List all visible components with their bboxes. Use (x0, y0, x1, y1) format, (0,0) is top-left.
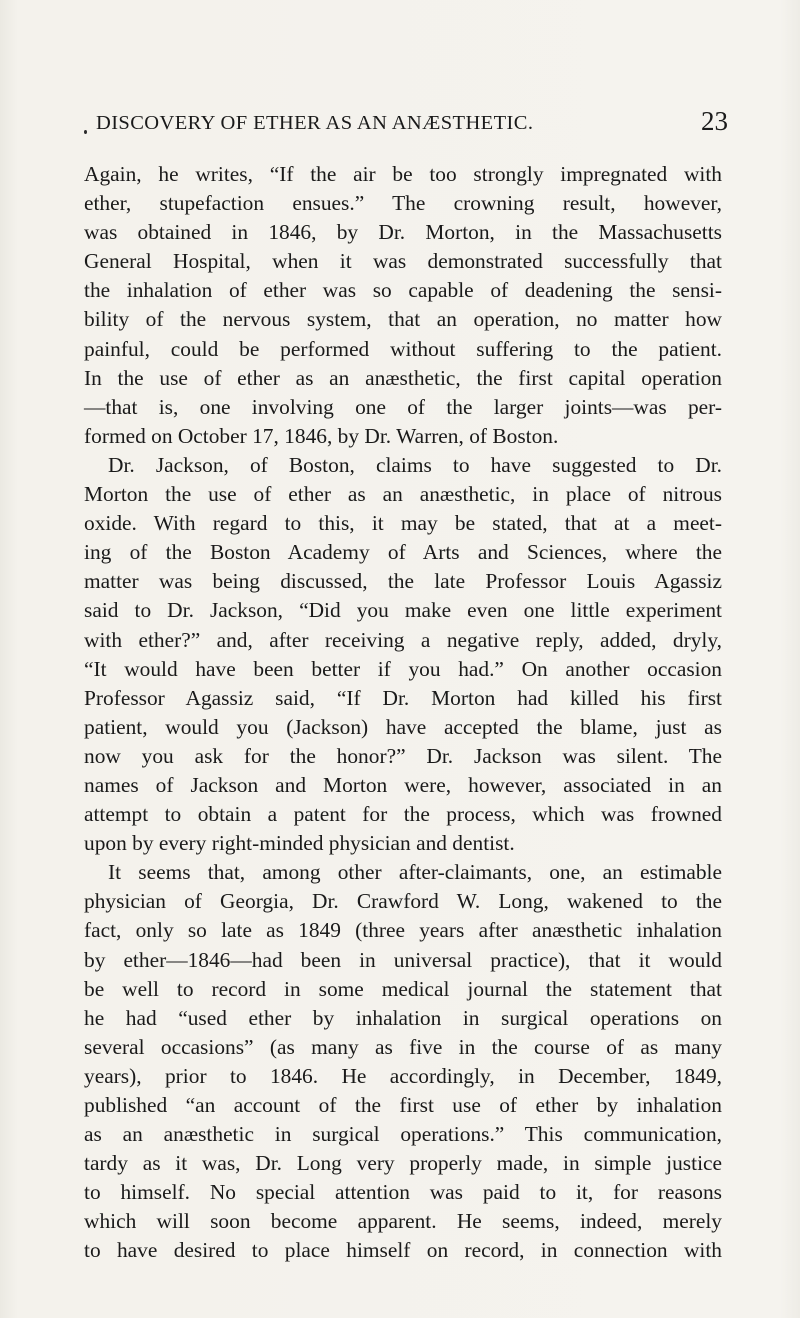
text-line: patient, would you (Jackson) have accepted the blame, just as (84, 714, 722, 739)
text-line: ether, stupefaction ensues.” The crowning result, however, (84, 191, 722, 216)
text-line: matter was being discussed, the late Professor Louis Agassiz (84, 569, 722, 594)
text-line: which will soon become apparent. He seems, indeed, merely (84, 1209, 722, 1234)
text-line: to have desired to place himself on record, in connection with (84, 1238, 722, 1263)
text-line: painful, could be performed without suffering to the patient. (84, 336, 722, 361)
text-line: by ether—1846—had been in universal practice), that it would (84, 947, 722, 972)
text-line: It seems that, among other after-claimants, one, an estimable (108, 860, 722, 885)
text-line: upon by every right-minded physician and dentist. (84, 831, 515, 856)
text-line: “It would have been better if you had.” On another occasion (84, 656, 722, 681)
text-line: as an anæsthetic in surgical operations.” This communication, (84, 1122, 722, 1147)
ink-speck (84, 130, 87, 134)
text-line: bility of the nervous system, that an operation, no matter how (84, 307, 722, 332)
text-line: fact, only so late as 1849 (three years after anæsthetic inhalation (84, 918, 722, 943)
text-line: several occasions” (as many as five in the course of as many (84, 1034, 722, 1059)
text-line: oxide. With regard to this, it may be stated, that at a meet- (84, 511, 722, 536)
text-line: to himself. No special attention was paid to it, for reasons (84, 1180, 722, 1205)
text-line: years), prior to 1846. He accordingly, in December, 1849, (84, 1063, 722, 1088)
text-line: the inhalation of ether was so capable of deadening the sensi- (84, 278, 722, 303)
text-line: Again, he writes, “If the air be too strongly impregnated with (84, 162, 722, 186)
text-line: now you ask for the honor?” Dr. Jackson was silent. The (84, 743, 722, 768)
text-line: names of Jackson and Morton were, however, associated in an (84, 772, 722, 797)
text-line: published “an account of the first use of ether by inhalation (84, 1093, 722, 1117)
text-line: was obtained in 1846, by Dr. Morton, in the Massachusetts (84, 220, 722, 245)
text-line: —that is, one involving one of the larger joints—was per- (84, 394, 722, 419)
text-line: physician of Georgia, Dr. Crawford W. Long, wakened to the (84, 889, 722, 914)
text-line: ing of the Boston Academy of Arts and Sciences, where the (84, 540, 722, 565)
text-line: Dr. Jackson, of Boston, claims to have suggested to Dr. (108, 452, 722, 477)
text-line: attempt to obtain a patent for the process, which was frowned (84, 802, 722, 827)
text-line: General Hospital, when it was demonstrated successfully that (84, 249, 722, 274)
text-line: said to Dr. Jackson, “Did you make even one little experiment (84, 598, 722, 623)
text-line: formed on October 17, 1846, by Dr. Warren, of Boston. (84, 423, 559, 448)
running-title: DISCOVERY OF ETHER AS AN ANÆSTHETIC. (96, 112, 534, 134)
text-line: be well to record in some medical journal the statement that (84, 976, 722, 1001)
text-line: tardy as it was, Dr. Long very properly made, in simple justice (84, 1151, 722, 1176)
body-text (84, 160, 722, 1266)
text-line: In the use of ether as an anæsthetic, the first capital operation (84, 365, 722, 390)
text-line: Professor Agassiz said, “If Dr. Morton had killed his first (84, 685, 722, 710)
page-number: 23 (701, 106, 728, 136)
text-line: with ether?” and, after receiving a negative reply, added, dryly, (84, 627, 722, 652)
text-line: Morton the use of ether as an anæsthetic, in place of nitrous (84, 482, 722, 507)
running-head (96, 106, 728, 140)
text-line: he had “used ether by inhalation in surgical operations on (84, 1005, 722, 1030)
